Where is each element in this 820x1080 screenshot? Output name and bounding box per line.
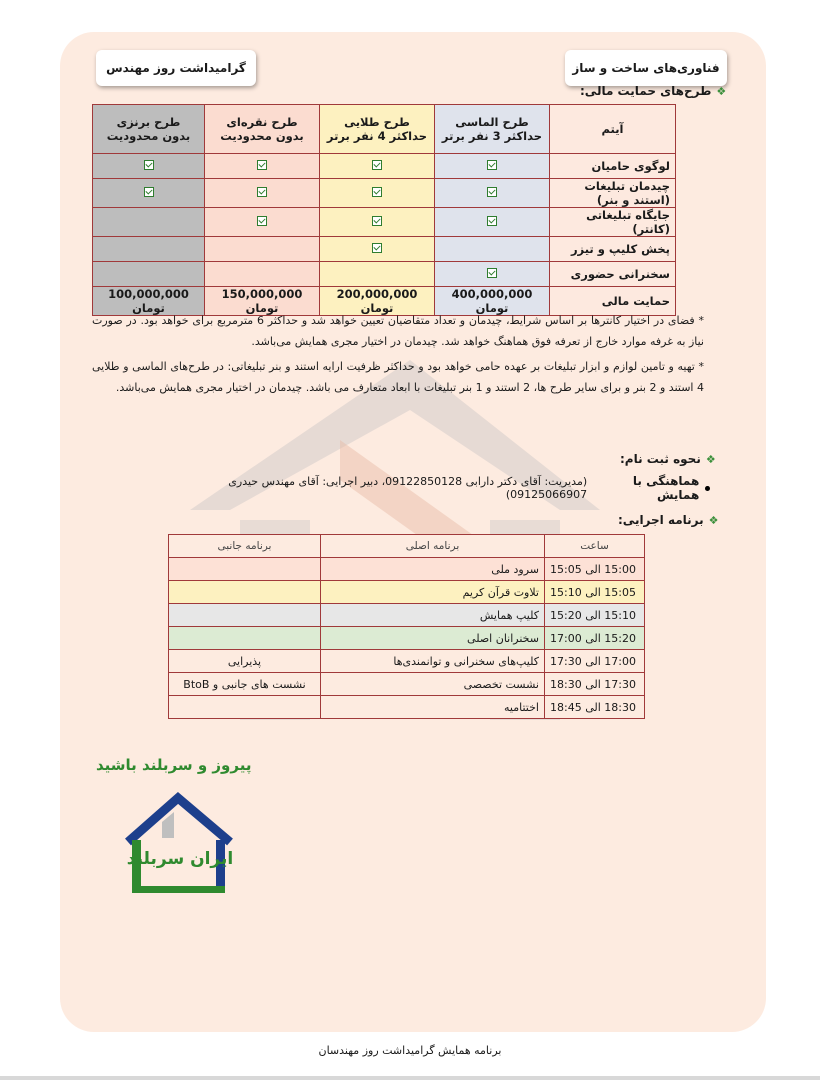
program-side: نشست های جانبی و BtoB — [169, 673, 321, 696]
sponsorship-header-row — [93, 105, 676, 154]
cell-bronze — [93, 262, 205, 287]
checkbox-checked-icon — [257, 187, 267, 197]
program-row — [169, 558, 645, 581]
closing-slogan: پیروز و سربلند باشید — [96, 756, 252, 774]
cell-silver — [205, 237, 320, 262]
program-row — [169, 627, 645, 650]
program-side — [169, 696, 321, 719]
program-side — [169, 627, 321, 650]
cell-diamond — [435, 237, 550, 262]
program-side — [169, 581, 321, 604]
iran-sarboland-logo — [118, 782, 242, 902]
cell-bronze — [93, 237, 205, 262]
program-row — [169, 650, 645, 673]
checkbox-checked-icon — [257, 216, 267, 226]
checkbox-checked-icon — [487, 160, 497, 170]
program-side — [169, 558, 321, 581]
note-stands: * تهیه و تامین لوازم و ابزار تبلیغات بر عهده حامی خواهد بود و حداکثر ظرفیت ارایه استند و بنر تبلیغاتی: در طرح‌های الماسی و طلایی 4 استند و 2 بنر و برای سایر طرح ها، 2 استند و 1 بنر تبلیغات با ابعاد متعارف می باشد. چیدمان در اختیار مجری همایش می‌باشد. — [92, 360, 704, 394]
program-side: پذیرایی — [169, 650, 321, 673]
program-main: سخنرانان اصلی — [321, 627, 545, 650]
note-counters: * فضای در اختیار کانترها بر اساس شرایط، چیدمان و تعداد متقاضیان تعیین خواهد شد و حداکثر 6 مترمربع برای خواهد بود. در صورت نیاز به غرفه موارد خارج از تعرفه فوق هماهنگ خواهد شد. چیدمان در اختیار مجری همایش می‌باشد. — [92, 314, 705, 348]
program-row — [169, 604, 645, 627]
registration-item — [170, 474, 710, 502]
sponsorship-row — [93, 262, 676, 287]
program-time: 15:10 الی 15:20 — [545, 604, 645, 627]
cell-diamond — [435, 179, 550, 208]
program-header-row: ساعت برنامه اصلی برنامه جانبی — [169, 535, 645, 558]
diamond-bullet-icon: ❖ — [716, 84, 727, 98]
sponsorship-row-label: چیدمان تبلیغات (استند و بنر) — [550, 179, 676, 208]
cell-gold — [320, 208, 435, 237]
sponsorship-heading — [580, 84, 726, 98]
program-time: 17:30 الی 18:30 — [545, 673, 645, 696]
sponsorship-row — [93, 237, 676, 262]
cell-bronze — [93, 154, 205, 179]
cell-diamond — [435, 208, 550, 237]
diamond-bullet-icon: ❖ — [708, 513, 719, 527]
program-time: 15:00 الی 15:05 — [545, 558, 645, 581]
checkbox-checked-icon — [372, 243, 382, 253]
diamond-bullet-icon: ❖ — [705, 452, 716, 466]
cell-bronze — [93, 179, 205, 208]
cell-silver — [205, 208, 320, 237]
footer-text: برنامه همایش گرامیداشت روز مهندسان — [318, 1044, 502, 1057]
bullet-dot-icon — [705, 486, 710, 491]
financial-row: حمایت مالی 400,000,000 تومان 200,000,000 تومان 150,000,000 تومان 100,000,000 تومان — [93, 287, 676, 316]
program-time: 18:30 الی 18:45 — [545, 696, 645, 719]
checkbox-checked-icon — [144, 160, 154, 170]
program-row — [169, 581, 645, 604]
program-side — [169, 604, 321, 627]
program-main: سرود ملی — [321, 558, 545, 581]
program-main: کلیپ‌های سخنرانی و توانمندی‌ها — [321, 650, 545, 673]
cell-gold — [320, 154, 435, 179]
checkbox-checked-icon — [487, 216, 497, 226]
col-silver: طرح نقره‌ای بدون محدودیت — [205, 105, 320, 154]
svg-text:ایران سربلند: ایران سربلند — [126, 849, 234, 869]
col-diamond: طرح الماسی حداکثر 3 نفر برتر — [435, 105, 550, 154]
program-heading: ❖ برنامه اجرایی: — [618, 513, 719, 527]
checkbox-checked-icon — [144, 187, 154, 197]
sponsorship-row — [93, 154, 676, 179]
program-main: اختتامیه — [321, 696, 545, 719]
sponsorship-row — [93, 179, 676, 208]
cell-silver — [205, 262, 320, 287]
col-bronze: طرح برنزی بدون محدودیت — [93, 105, 205, 154]
checkbox-checked-icon — [372, 187, 382, 197]
checkbox-checked-icon — [257, 160, 267, 170]
checkbox-checked-icon — [372, 160, 382, 170]
checkbox-checked-icon — [487, 268, 497, 278]
sponsorship-table — [92, 104, 676, 316]
registration-contacts: (مدیریت: آقای دکتر دارابی 09122850128، دبیر اجرایی: آقای مهندس حیدری 09125066907) — [228, 475, 588, 501]
cell-gold — [320, 262, 435, 287]
cell-diamond — [435, 154, 550, 179]
checkbox-checked-icon — [372, 216, 382, 226]
program-time: 17:00 الی 17:30 — [545, 650, 645, 673]
registration-bold: هماهنگی با همایش — [632, 474, 700, 502]
checkbox-checked-icon — [487, 187, 497, 197]
sponsorship-title: طرح‌های حمایت مالی: — [580, 84, 712, 98]
cell-gold — [320, 237, 435, 262]
event-pill: گرامیداشت روز مهندس — [96, 50, 256, 86]
registration-heading: ❖ نحوه ثبت نام: — [620, 452, 716, 466]
bottom-divider — [0, 1076, 820, 1080]
cell-bronze — [93, 208, 205, 237]
cell-gold — [320, 179, 435, 208]
col-item: آیتم — [550, 105, 676, 154]
sponsorship-row-label: سخنرانی حضوری — [550, 262, 676, 287]
program-main: تلاوت قرآن کریم — [321, 581, 545, 604]
sponsorship-row-label: لوگوی حامیان — [550, 154, 676, 179]
program-main: نشست تخصصی — [321, 673, 545, 696]
program-time: 15:05 الی 15:10 — [545, 581, 645, 604]
program-time: 15:20 الی 17:00 — [545, 627, 645, 650]
program-table — [168, 534, 645, 719]
cell-silver — [205, 179, 320, 208]
topic-pill: فناوری‌های ساخت و ساز — [565, 50, 727, 86]
sponsorship-row-label: جایگاه تبلیغاتی (کانتر) — [550, 208, 676, 237]
sponsorship-row-label: پخش کلیپ و تیزر — [550, 237, 676, 262]
col-gold: طرح طلایی حداکثر 4 نفر برتر — [320, 105, 435, 154]
cell-diamond — [435, 262, 550, 287]
program-row — [169, 673, 645, 696]
program-main: کلیپ همایش — [321, 604, 545, 627]
cell-silver — [205, 154, 320, 179]
sponsorship-row — [93, 208, 676, 237]
program-row — [169, 696, 645, 719]
